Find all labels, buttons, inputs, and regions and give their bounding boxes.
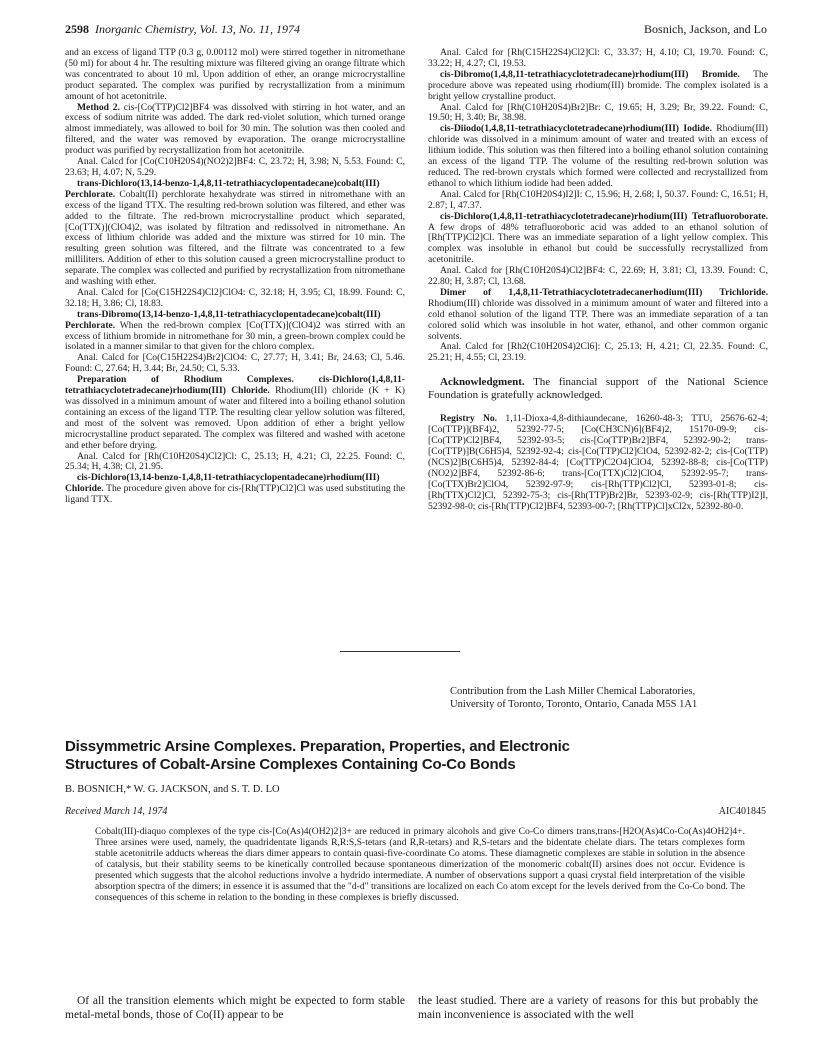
analysis-line: Anal. Calcd for [Rh(C10H20S4)Cl2]Cl: C, 25.13; H, 4.21; Cl, 22.25. Found: C, 25.34; H, 4.38; Cl, 21.95.: [65, 450, 405, 473]
running-authors: Bosnich, Jackson, and Lo: [644, 22, 767, 36]
running-header: [65, 22, 767, 42]
journal-citation: Inorganic Chemistry, Vol. 13, No. 11, 1974: [95, 22, 300, 36]
paragraph: Dimer of 1,4,8,11-Tetrathiacyclotetradecanerhodium(III) Trichloride. Rhodium(III) chloride was dissolved in a minimum amount of water and filtered into a cold ethanol solution of the ligand TTP. There was an immediate separation of a tan colored solid which was insoluble in hot water, ethanol, and other common organic solvents.: [428, 286, 768, 342]
registry-numbers: Registry No. 1,11-Dioxa-4,8-dithiaundecane, 16260-48-3; TTU, 25676-62-4; [Co(TTP)](BF4)2, 52392-77-5; [Co(CH3CN)6](BF4)2, 15170-09-9; cis-[Co(TTP)Cl2]BF4, 52392-93-5; cis-[Co(TTP)Br2]BF4, 52392-90-2; trans-[Co(TTP)]B(C6H5)4, 52392-92-4; cis-[Co(TTP)Cl2]ClO4, 52392-82-2; cis-[Co(TTP)(NCS)2]B(C6H5)4, 52392-84-4; [Co(TTP)C2O4]ClO4, 52392-88-8; cis-[Co(TTP)(NO2)2]BF4, 52392-86-6; trans-[Co(TTX)Cl2]ClO4, 52392-95-7; trans-[Co(TTX)Br2]ClO4, 52392-97-9; cis-[Rh(TTP)Cl2]Cl, 52393-01-8; cis-[Rh(TTX)Cl2]Cl, 52392-75-3; cis-[Rh(TTP)Br2]Br, 52393-02-9; cis-[Rh(TTP)I2]I, 52392-98-0; cis-[Rh(TTP)Cl2]BF4, 52393-00-7; [Rh(TTP)Cl]xCl2x, 52392-80-0.: [428, 413, 769, 512]
contribution-note: Contribution from the Lash Miller Chemical Laboratories, University of Toronto, Toronto, Ontario, Canada M5S 1A1: [450, 686, 698, 710]
paragraph: trans-Dichloro(13,14-benzo-1,4,8,11-tetrathiacyclopentadecane)cobalt(III) Perchlorate. Cobalt(II) perchlorate hexahydrate was stirred in nitromethane with an excess of the ligand TTX. The resulting red-brown solution was filtered, and ether was added to the filtrate. The red-brown microcrystalline product which separated, [Co(TTX)](ClO4)2, was isolated by filtration and redissolved in nitromethane. An excess of lithium chloride was added and the mixture was stirred for 10 min. The resulting green solution was filtered, and the filtrate was concentrated to a few milliliters. Addition of ether to this solution caused a green microcrystalline product to separate. The complex was collected and purified by recrystallization from nitromethane and washing with ether.: [65, 177, 406, 288]
intro-right: the least studied. There are a variety of reasons for this but probably the main inconvenience is associated with the well: [418, 995, 758, 1021]
article-authors: B. BOSNICH,* W. G. JACKSON, and S. T. D. LO: [65, 784, 280, 795]
paragraph: and an excess of ligand TTP (0.3 g, 0.00112 mol) were stirred together in nitromethane (50 ml) for about 4 hr. The resulting mixture was filtered giving an orange filtrate which was concentrated to about 10 ml. Upon addition of ether, an orange microcrystalline product separated. The complex was purified by recrystallization from a minimum amount of hot acetonitrile.: [65, 47, 405, 102]
analysis-line: Anal. Calcd for [Rh(C10H20S4)Cl2]BF4: C, 22.69; H, 3.81; Cl, 13.39. Found: C, 22.80; H, 3.87; Cl, 13.68.: [428, 265, 768, 288]
section-heading: trans-Dichloro(13,14-benzo-1,4,8,11-tetrathiacyclopentadecane)cobalt(III) Perchlorate.: [65, 177, 380, 200]
section-heading: Dimer of 1,4,8,11-Tetrathiacyclotetradecanerhodium(III) Trichloride.: [440, 286, 768, 298]
analysis-line: Anal. Calcd for [Co(C10H20S4)(NO2)2]BF4: C, 23.72; H, 3.98; N, 5.53. Found: C, 23.63; H, 4.07; N, 5.29.: [65, 156, 405, 178]
registry-heading: Registry No.: [440, 413, 498, 425]
acknowledgment-heading: Acknowledgment.: [440, 376, 525, 389]
analysis-line: Anal. Calcd for [Co(C15H22S4)Br2]ClO4: C, 27.77; H, 3.41; Br, 24.63; Cl, 5.46. Found: C, 27.64; H, 3.44; Br, 24.50; Cl, 5.33.: [65, 352, 405, 375]
intro-left: Of all the transition elements which might be expected to form stable metal-metal bonds, those of Co(II) appear to be: [65, 995, 405, 1021]
section-heading: Method 2.: [77, 101, 120, 113]
article-code: AIC401845: [718, 806, 766, 817]
page-number: 2598: [65, 22, 89, 36]
section-heading: cis-Dibromo(1,4,8,11-tetrathiacyclotetradecane)rhodium(III) Bromide.: [440, 68, 740, 80]
analysis-line: Anal. Calcd for [Co(C15H22S4)Cl2]ClO4: C, 32.18; H, 3.95; Cl, 18.99. Found: C, 32.18; H, 3.86; Cl, 18.83.: [65, 286, 405, 309]
acknowledgment: Acknowledgment. The financial support of the National Science Foundation is gratefully acknowledged.: [428, 376, 768, 402]
right-column: [428, 48, 768, 512]
left-column: [65, 48, 405, 506]
paragraph: trans-Dibromo(13,14-benzo-1,4,8,11-tetrathiacyclopentadecane)cobalt(III) Perchlorate. When the red-brown complex [Co(TTX)](ClO4)2 was stirred with an excess of lithium bromide in nitromethane for 30 min, a green-brown complex could be isolated in a manner similar to that given for the chloro complex.: [65, 308, 405, 353]
paragraph: cis-Diiodo(1,4,8,11-tetrathiacyclotetradecane)rhodium(III) Iodide. Rhodium(III) chloride was dissolved in a minimum amount of water and treated with an excess of lithium iodide. This solution was then filtered into a boiling ethanol solution containing an excess of the ligand TTP. The volume of the resulting red-brown solution was reduced. The red-brown crystals which formed were collected and recrystallized from ethanol to which lithium iodide had been added.: [428, 123, 768, 189]
section-heading: cis-Dichloro(1,4,8,11-tetrathiacyclotetradecane)rhodium(III) Tetrafluoroborate.: [440, 210, 768, 222]
section-heading: Preparation of Rhodium Complexes. cis-Dichloro(1,4,8,11-tetrathiacyclotetradecane)rhodium(III) Chloride.: [65, 374, 405, 397]
article-title: Dissymmetric Arsine Complexes. Preparation, Properties, and Electronic Structures of Cobalt-Arsine Complexes Containing Co-Co Bonds: [65, 738, 570, 773]
section-divider: [340, 651, 460, 652]
paragraph: cis-Dibromo(1,4,8,11-tetrathiacyclotetradecane)rhodium(III) Bromide. The procedure above was repeated using rhodium(III) bromide. The complex isolated is a bright yellow crystalline product.: [428, 68, 768, 102]
section-heading: trans-Dibromo(13,14-benzo-1,4,8,11-tetrathiacyclopentadecane)cobalt(III) Perchlorate.: [65, 308, 381, 331]
abstract: Cobalt(III)-diaquo complexes of the type cis-[Co(As)4(OH2)2]3+ are reduced in primary alcohols and give Co-Co dimers trans,trans-[H2O(As)4Co-Co(As)4OH2]4+. Three arsines were used, namely, the quadridentate ligands R,R:S,S-tetars (and R,R-tetars) and R,S-tetars and the bidentate chelate diars. The tetars complexes form stable acetonitrile adducts whereas the diars dimer appears to contain quasi-five-coordinate Co atoms. These diamagnetic complexes are stable in solution in the absence of catalysis, but their stability seems to be kinetically controlled because spontaneous dimerization of the monomeric cobalt(II) arsines does not occur. Evidence is presented which suggests that the alcohol reductions involve a hydrido intermediate. A number of observations support a quasi crystal field interpretation of the visible absorption spectra of the dimers; in essence it is assumed that the "d-d" transitions are localized on each Co atom except for the levels derived from the Co-Co bond. The consequences of this scheme in relation to the bonding in these complexes is briefly discussed.: [95, 826, 745, 903]
paragraph: Preparation of Rhodium Complexes. cis-Dichloro(1,4,8,11-tetrathiacyclotetradecane)rhodium(III) Chloride. Rhodium(III) chloride (K + K) was dissolved in a minimum amount of water and filtered into a boiling ethanol solution containing an excess of the ligand TTP. The resulting clear yellow solution was filtered, and most of the solvent was removed. Upon addition of ether a bright yellow microcrystalline product separated. The complex was filtered and washed with acetone and ether before drying.: [65, 374, 405, 451]
paragraph: cis-Dichloro(13,14-benzo-1,4,8,11-tetrathiacyclopentadecane)rhodium(III) Chloride. The procedure given above for cis-[Rh(TTP)Cl2]Cl was used substituting the ligand TTX.: [65, 472, 405, 506]
analysis-line: Anal. Calcd for [Rh(C10H20S4)Br2]Br: C, 19.65; H, 3.29; Br, 39.22. Found: C, 19.50; H, 3.40; Br, 38.98.: [428, 101, 768, 124]
paragraph: cis-Dichloro(1,4,8,11-tetrathiacyclotetradecane)rhodium(III) Tetrafluoroborate. A few drops of 48% tetrafluoroboric acid was added to an ethanol solution of [Rh(TTP)Cl2]Cl. There was an immediate separation of a light yellow complex. This complex was insoluble in ethanol but could be successfully recrystallized from acetonitrile.: [428, 210, 768, 266]
analysis-line: Anal. Calcd for [Rh(C15H22S4)Cl2]Cl: C, 33.37; H, 4.10; Cl, 19.70. Found: C, 33.22; H, 4.27; Cl, 19.53.: [428, 47, 768, 69]
paragraph: Method 2. cis-[Co(TTP)Cl2]BF4 was dissolved with stirring in hot water, and an excess of sodium nitrite was added. The dark red-violet solution, which turned orange almost immediately, was allowed to boil for 30 min. The solution was then cooled and filtered, and the water was removed by evaporation. The orange microcrystalline product was purified by recrystallization from hot acetonitrile.: [65, 101, 405, 157]
analysis-line: Anal. Calcd for [Rh2(C10H20S4)2Cl6]: C, 25.13; H, 4.21; Cl, 22.35. Found: C, 25.21; H, 4.55; Cl, 23.19.: [428, 341, 768, 364]
section-heading: cis-Diiodo(1,4,8,11-tetrathiacyclotetradecane)rhodium(III) Iodide.: [440, 123, 712, 135]
analysis-line: Anal. Calcd for [Rh(C10H20S4)I2]I: C, 15.96; H, 2.68; I, 50.37. Found: C, 16.51; H, 2.87; I, 47.37.: [428, 188, 768, 211]
received-date: Received March 14, 1974: [65, 806, 168, 817]
section-heading: cis-Dichloro(13,14-benzo-1,4,8,11-tetrathiacyclopentadecane)rhodium(III) Chloride.: [65, 472, 380, 495]
